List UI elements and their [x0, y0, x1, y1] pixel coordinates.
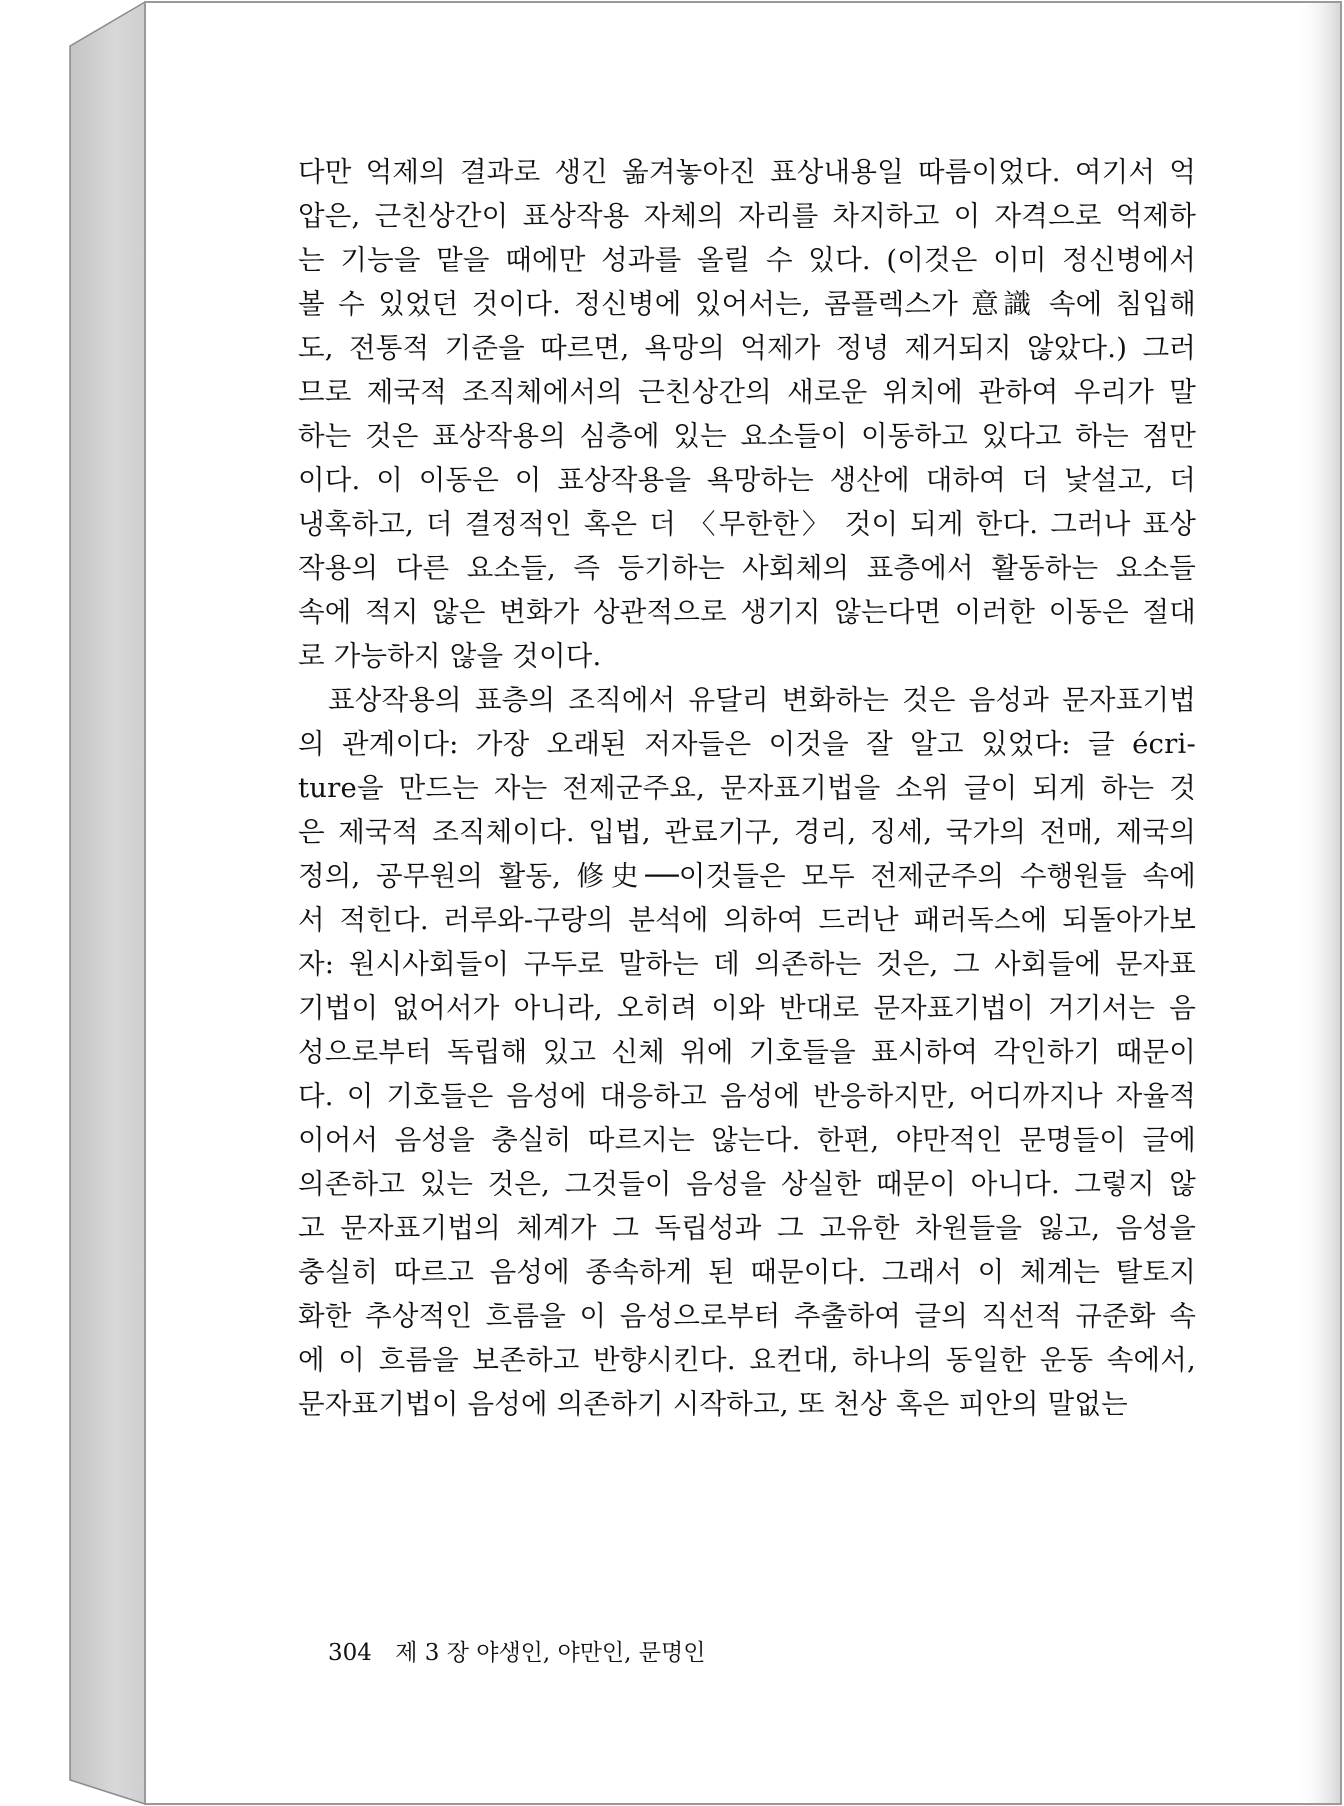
- text-line: 이다. 이 이동은 이 표상작용을 욕망하는 생산에 대하여 더 낯설고, 더: [298, 464, 1196, 496]
- paragraph: [298, 150, 1196, 678]
- text-line: 문자표기법이 음성에 의존하기 시작하고, 또 천상 혹은 피안의 말없는: [298, 1388, 1128, 1420]
- page-footer: [328, 1635, 705, 1671]
- text-line: 로 가능하지 않을 것이다.: [298, 640, 602, 672]
- paragraph: [298, 678, 1196, 1426]
- text-line: 자: 원시사회들이 구두로 말하는 데 의존하는 것은, 그 사회들에 문자표: [298, 948, 1196, 980]
- text-line: 은 제국적 조직체이다. 입법, 관료기구, 경리, 징세, 국가의 전매, 제국의: [298, 816, 1196, 848]
- text-line: 정의, 공무원의 활동, 修史──이것들은 모두 전제군주의 수행원들 속에: [298, 860, 1196, 892]
- text-line: 성으로부터 독립해 있고 신체 위에 기호들을 표시하여 각인하기 때문이: [298, 1036, 1196, 1068]
- text-line: 도, 전통적 기준을 따르면, 욕망의 억제가 정녕 제거되지 않았다.) 그러: [298, 332, 1196, 364]
- text-line: 냉혹하고, 더 결정적인 혹은 더 〈무한한〉 것이 되게 한다. 그러나 표상: [298, 508, 1196, 540]
- body-text: [298, 150, 1196, 1426]
- text-line: 다. 이 기호들은 음성에 대응하고 음성에 반응하지만, 어디까지나 자율적: [298, 1080, 1196, 1112]
- text-line: 이어서 음성을 충실히 따르지는 않는다. 한편, 야만적인 문명들이 글에: [298, 1124, 1196, 1156]
- text-line: 다만 억제의 결과로 생긴 옮겨놓아진 표상내용일 따름이었다. 여기서 억: [298, 156, 1196, 188]
- page-right-shadow: [1296, 3, 1340, 1803]
- page-number: 304: [328, 1640, 372, 1666]
- text-line: 볼 수 있었던 것이다. 정신병에 있어서는, 콤플렉스가 意識 속에 침입해: [298, 288, 1196, 320]
- text-line: 고 문자표기법의 체계가 그 독립성과 그 고유한 차원들을 잃고, 음성을: [298, 1212, 1196, 1244]
- text-line: 에 이 흐름을 보존하고 반향시킨다. 요컨대, 하나의 동일한 운동 속에서,: [298, 1344, 1196, 1376]
- text-line: 의존하고 있는 것은, 그것들이 음성을 상실한 때문이 아니다. 그렇지 않: [298, 1168, 1196, 1200]
- text-line: 화한 추상적인 흐름을 이 음성으로부터 추출하여 글의 직선적 규준화 속: [298, 1300, 1196, 1332]
- text-line: 하는 것은 표상작용의 심층에 있는 요소들이 이동하고 있다고 하는 점만: [298, 420, 1196, 452]
- text-line: 작용의 다른 요소들, 즉 등기하는 사회체의 표층에서 활동하는 요소들: [298, 552, 1196, 584]
- text-line: 서 적힌다. 러루와-구랑의 분석에 의하여 드러난 패러독스에 되돌아가보: [298, 904, 1196, 936]
- text-line: 므로 제국적 조직체에서의 근친상간의 새로운 위치에 관하여 우리가 말: [298, 376, 1196, 408]
- text-line: 압은, 근친상간이 표상작용 자체의 자리를 차지하고 이 자격으로 억제하: [298, 200, 1196, 232]
- text-line: 는 기능을 맡을 때에만 성과를 올릴 수 있다. (이것은 이미 정신병에서: [298, 244, 1196, 276]
- text-line: 기법이 없어서가 아니라, 오히려 이와 반대로 문자표기법이 거기서는 음: [298, 992, 1196, 1024]
- text-line: 표상작용의 표층의 조직에서 유달리 변화하는 것은 음성과 문자표기법: [328, 684, 1196, 716]
- text-line: ture을 만드는 자는 전제군주요, 문자표기법을 소위 글이 되게 하는 것: [298, 772, 1196, 804]
- text-line: 의 관계이다: 가장 오래된 저자들은 이것을 잘 알고 있었다: 글 écri-: [298, 728, 1196, 760]
- book-spine: [70, 2, 145, 1804]
- text-line: 속에 적지 않은 변화가 상관적으로 생기지 않는다면 이러한 이동은 절대: [298, 596, 1196, 628]
- text-line: 충실히 따르고 음성에 종속하게 된 때문이다. 그래서 이 체계는 탈토지: [298, 1256, 1196, 1288]
- chapter-title: 제 3 장 야생인, 야만인, 문명인: [395, 1640, 706, 1666]
